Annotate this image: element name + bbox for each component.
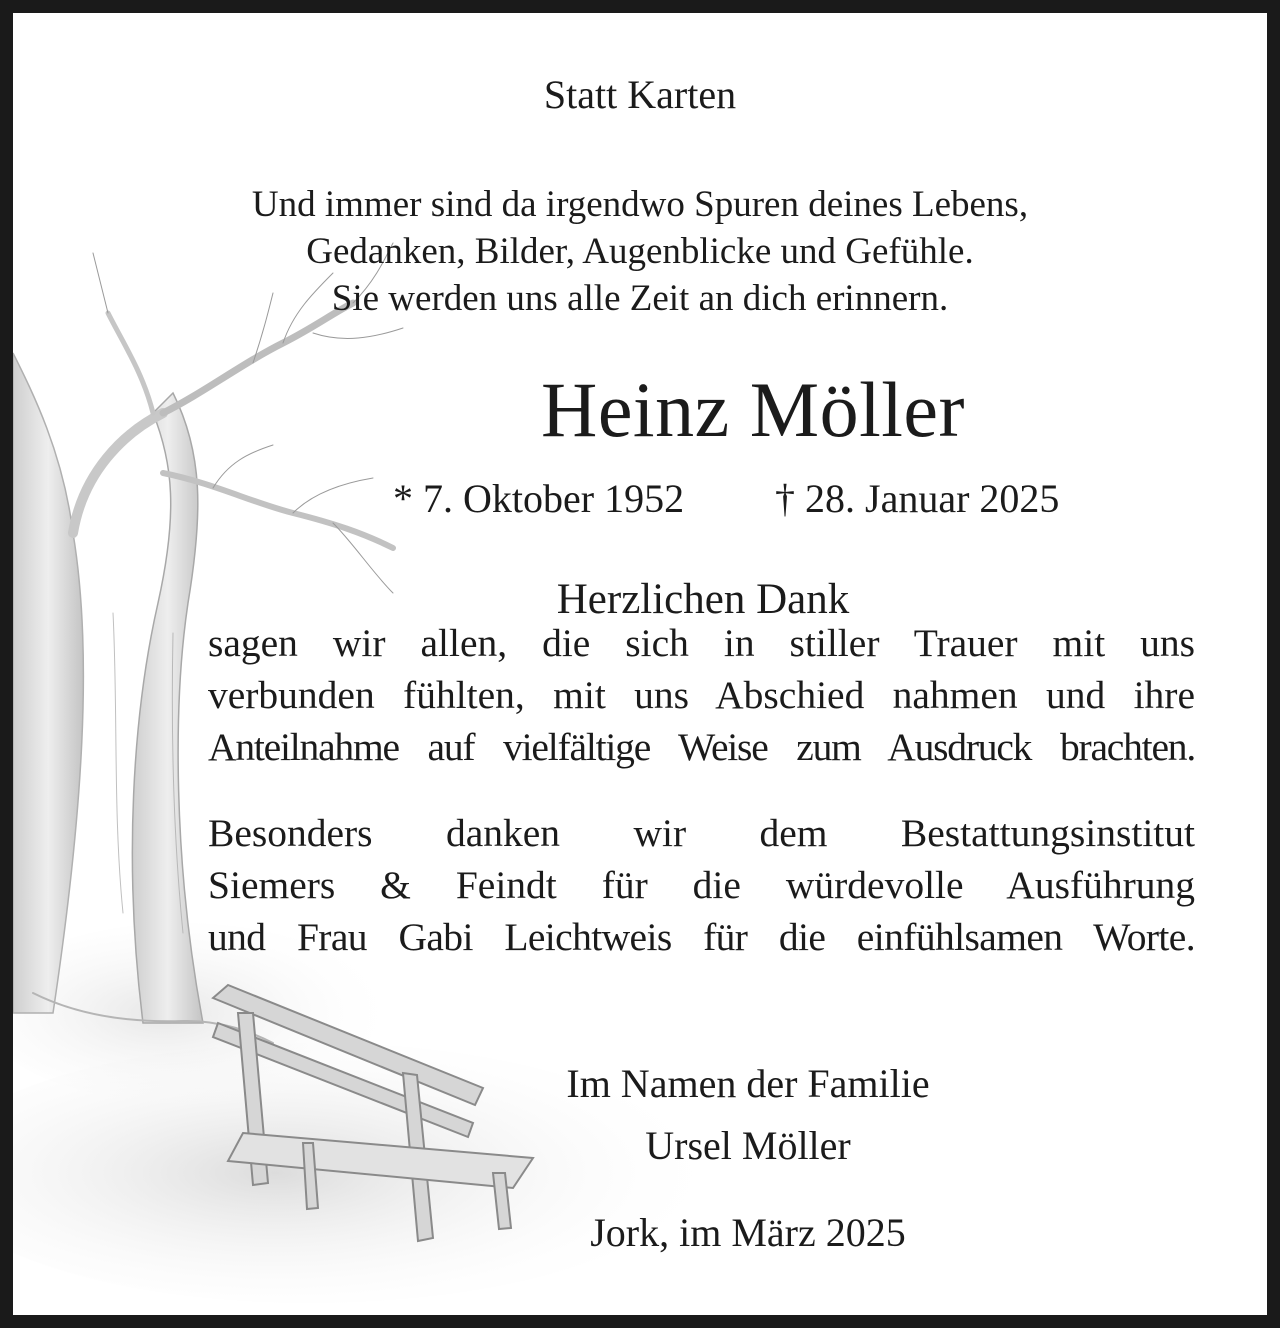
header-statt-karten: Statt Karten xyxy=(543,72,737,117)
paragraph-line: Siemers & Feindt für die würdevolle Ausführung xyxy=(208,863,1195,907)
quote-line: Gedanken, Bilder, Augenblicke und Gefühle. xyxy=(306,231,974,272)
thanks-paragraph xyxy=(208,617,1195,773)
quote-line: Und immer sind da irgendwo Spuren deines Lebens, xyxy=(251,184,1029,225)
place-and-date: Jork, im März 2025 xyxy=(590,1210,906,1255)
memorial-quote xyxy=(13,181,1267,322)
special-thanks-paragraph xyxy=(208,807,1195,963)
family-signature xyxy=(433,1053,1063,1177)
birth-date: * 7. Oktober 1952 xyxy=(393,476,685,521)
thanks-title: Herzlichen Dank xyxy=(556,576,850,623)
paragraph-line: sagen wir allen, die sich in stiller Trauer mit uns xyxy=(208,621,1195,665)
paragraph-line: und Frau Gabi Leichtweis für die einfühlsamen Worte. xyxy=(208,915,1195,959)
deceased-name: Heinz Möller xyxy=(540,366,966,453)
paragraph-line: verbunden fühlten, mit uns Abschied nahmen und ihre xyxy=(208,673,1195,717)
obituary-notice xyxy=(13,13,1267,1315)
quote-line: Sie werden uns alle Zeit an dich erinnern. xyxy=(331,278,949,319)
signer-name: Ursel Möller xyxy=(645,1123,851,1168)
death-date: † 28. Januar 2025 xyxy=(775,476,1060,521)
paragraph-line: Anteilnahme auf vielfältige Weise zum Ausdruck brachten. xyxy=(208,725,1195,769)
paragraph-line: Besonders danken wir dem Bestattungsinstitut xyxy=(208,811,1195,855)
closing-line: Im Namen der Familie xyxy=(566,1061,930,1106)
